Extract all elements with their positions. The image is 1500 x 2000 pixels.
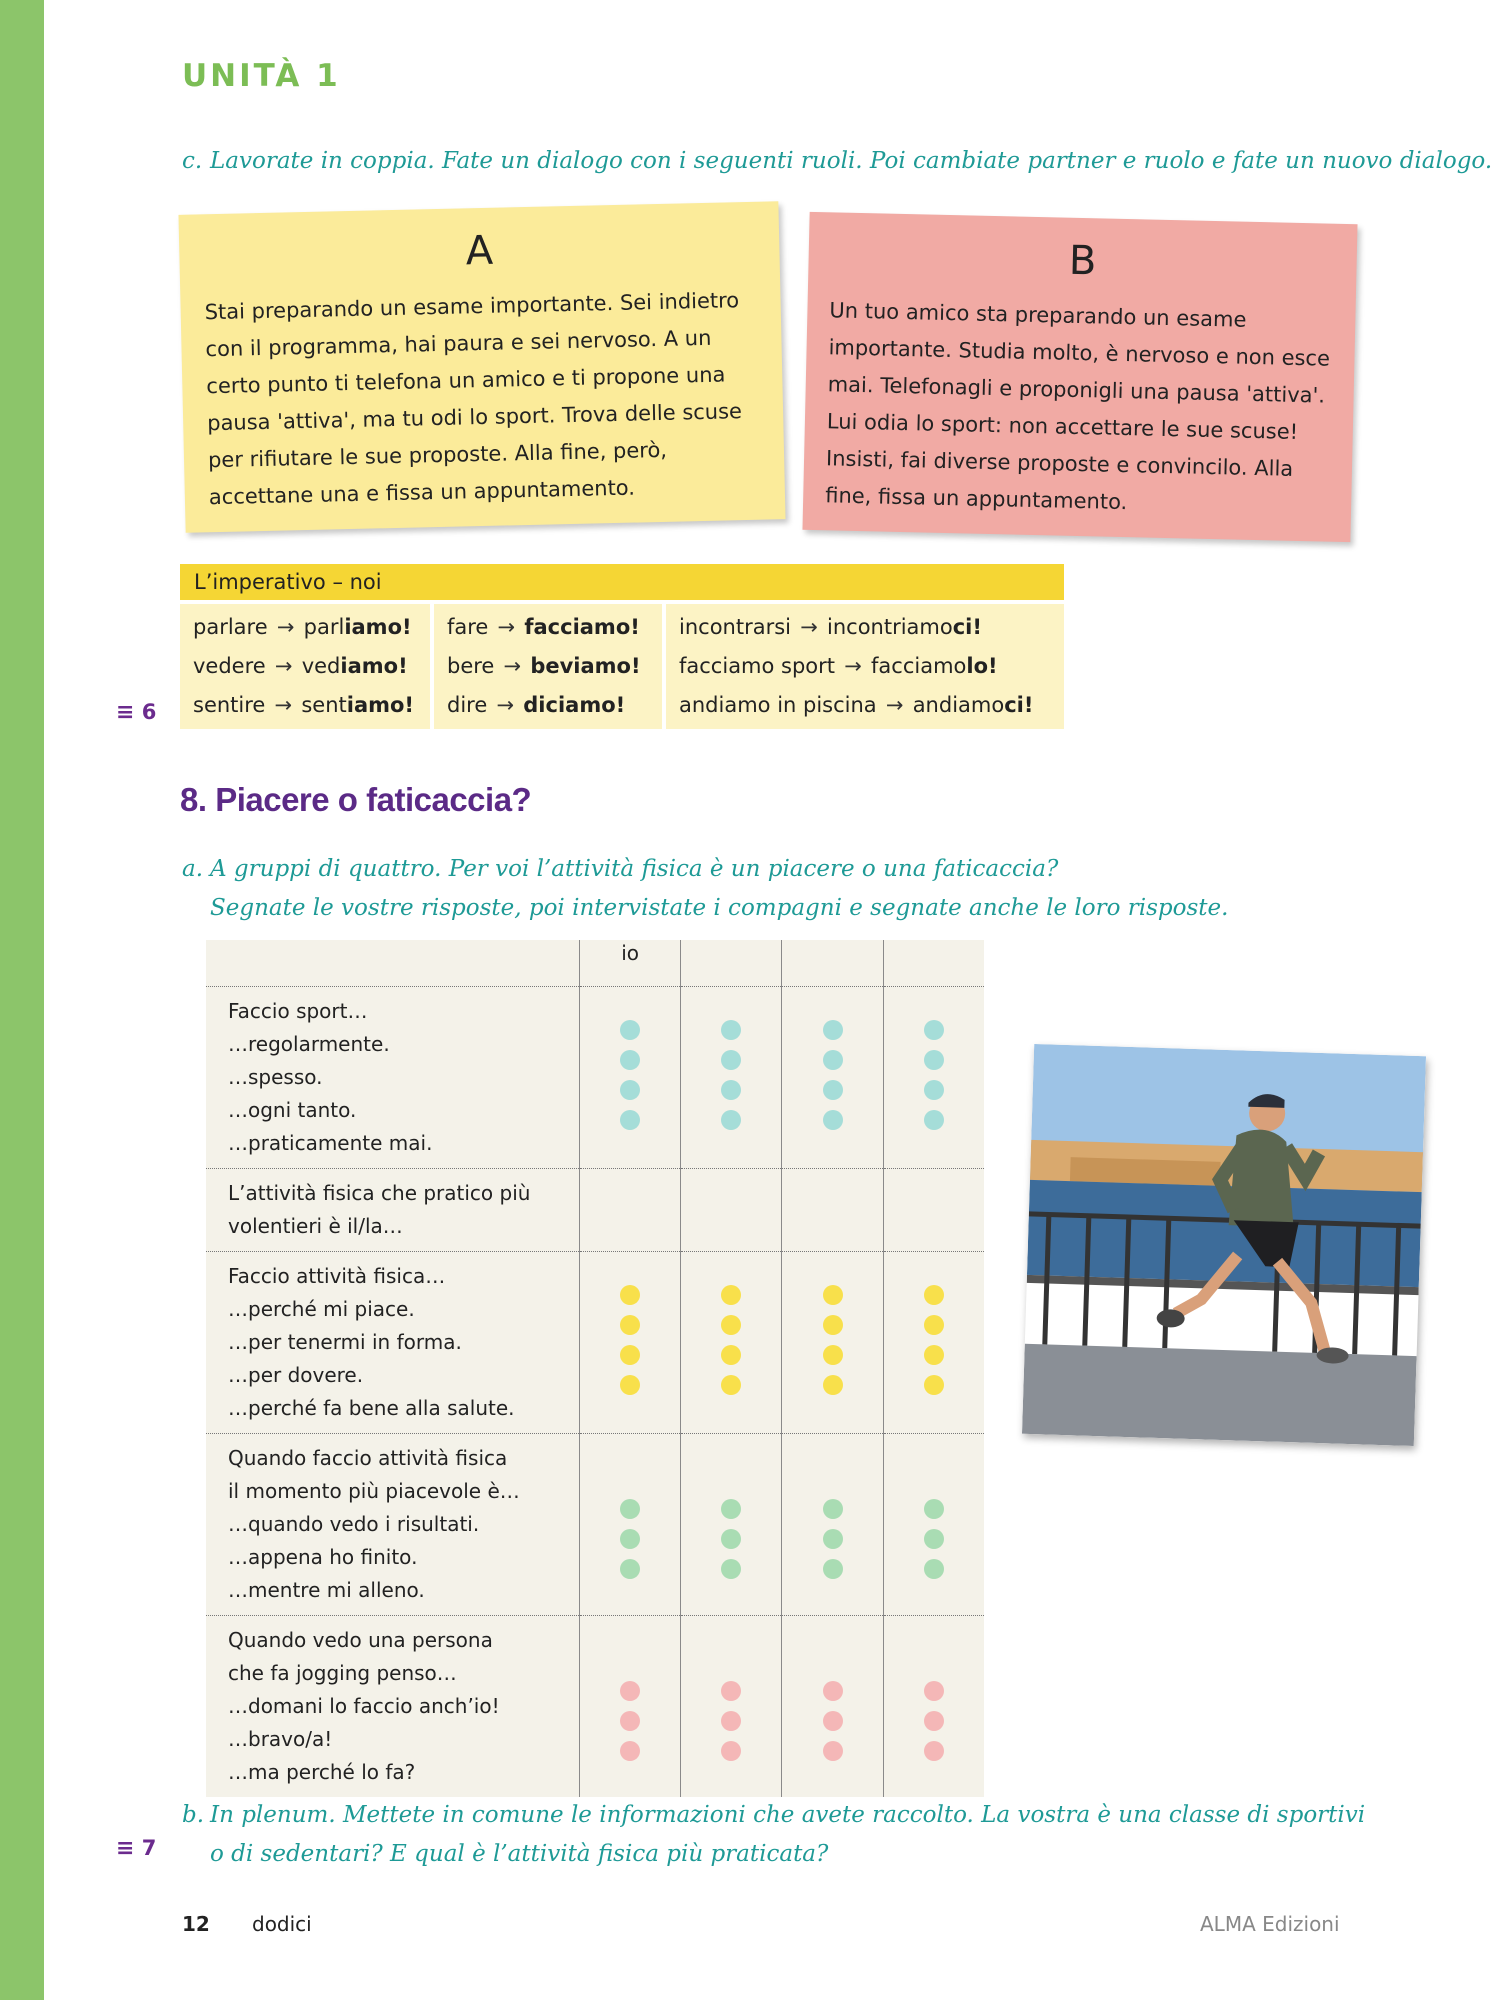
answer-dot[interactable] — [620, 1375, 640, 1395]
answer-cell — [782, 1616, 883, 1798]
grammar-row — [180, 608, 430, 647]
answer-dot[interactable] — [924, 1681, 944, 1701]
grammar-column — [666, 604, 1064, 729]
answer-dot[interactable] — [823, 1315, 843, 1335]
answer-dot[interactable] — [823, 1020, 843, 1040]
survey-header-row — [206, 940, 984, 987]
answer-dot[interactable] — [620, 1285, 640, 1305]
answer-dot[interactable] — [924, 1020, 944, 1040]
answer-dot[interactable] — [721, 1345, 741, 1365]
answer-cell — [883, 1434, 984, 1616]
grammar-row — [666, 647, 1064, 686]
answer-dot[interactable] — [620, 1345, 640, 1365]
role-line: con il programma, hai paura e sei nervoso. A un — [205, 325, 712, 362]
answer-dot[interactable] — [823, 1050, 843, 1070]
instruction-text: In plenum. Mettete in comune le informazioni che avete raccolto. La vostra è una classe di sportivi — [210, 1802, 1366, 1828]
grammar-column — [434, 604, 662, 729]
stem: andiamo — [912, 693, 1005, 717]
answer-dot[interactable] — [924, 1559, 944, 1579]
answer-cell — [681, 1616, 782, 1798]
grammar-row — [434, 647, 662, 686]
answer-dot[interactable] — [620, 1529, 640, 1549]
answer-dot[interactable] — [823, 1345, 843, 1365]
ending: ci! — [1004, 693, 1034, 717]
instruction-letter: c. — [182, 148, 203, 174]
answer-dot[interactable] — [721, 1559, 741, 1579]
answer-dot[interactable] — [620, 1741, 640, 1761]
answer-cell — [782, 987, 883, 1169]
ending: iamo! — [344, 615, 412, 639]
answer-cell — [579, 1616, 680, 1798]
role-line: fine, fissa un appuntamento. — [824, 483, 1128, 515]
role-line: mai. Telefonagli e proponigli una pausa 'attiva'. — [827, 372, 1326, 408]
arrow-icon: → — [844, 654, 862, 678]
option: …perché mi piace. — [228, 1297, 415, 1321]
question-head: volentieri è il/la… — [228, 1214, 403, 1238]
role-line: per rifiutare le sue proposte. Alla fine, però, — [207, 437, 668, 473]
role-line: pausa 'attiva', ma tu odi lo sport. Trova delle scuse — [206, 399, 743, 436]
option: …spesso. — [228, 1065, 323, 1089]
grammar-title: L’imperativo – noi — [180, 564, 1064, 600]
exercise-reference-6 — [116, 700, 156, 725]
answer-dot[interactable] — [823, 1529, 843, 1549]
infinitive: fare — [447, 615, 489, 639]
answer-cell — [579, 1434, 680, 1616]
infinitive: incontrarsi — [679, 615, 791, 639]
question-head: L’attività fisica che pratico più — [228, 1181, 531, 1205]
answer-dot[interactable] — [620, 1020, 640, 1040]
arrow-icon: → — [885, 693, 904, 717]
survey-row — [206, 987, 984, 1169]
exercise-number: 6 — [141, 700, 157, 724]
option: …quando vedo i risultati. — [228, 1512, 480, 1536]
question-head: Quando faccio attività fisica — [228, 1446, 508, 1470]
answer-cell — [579, 1252, 680, 1434]
survey-row — [206, 1616, 984, 1798]
instruction-text: o di sedentari? E qual è l’attività fisica più praticata? — [210, 1841, 829, 1867]
page-number: 12 — [182, 1912, 210, 1936]
answer-dot[interactable] — [721, 1681, 741, 1701]
stem: ved — [301, 654, 341, 678]
answer-cell — [681, 987, 782, 1169]
exercise-reference-7 — [116, 1836, 156, 1861]
question-head: Quando vedo una persona — [228, 1628, 493, 1652]
question-cell — [206, 987, 579, 1169]
question-cell — [206, 1169, 579, 1252]
answer-cell — [579, 1169, 680, 1252]
grammar-row — [180, 686, 430, 725]
ending: iamo! — [340, 654, 408, 678]
answer-dot[interactable] — [721, 1711, 741, 1731]
option: …appena ho finito. — [228, 1545, 418, 1569]
answer-dot[interactable] — [924, 1345, 944, 1365]
answer-dot[interactable] — [924, 1711, 944, 1731]
answer-cell — [782, 1252, 883, 1434]
exercise-list-icon: ≡ — [116, 1836, 135, 1861]
question-head: Faccio attività fisica… — [228, 1264, 446, 1288]
instruction-letter: a. — [182, 856, 204, 882]
answer-dot[interactable] — [924, 1375, 944, 1395]
jogger-photo — [1022, 1044, 1426, 1446]
stem: parl — [303, 615, 345, 639]
grammar-row — [434, 686, 662, 725]
answer-dot[interactable] — [924, 1050, 944, 1070]
unit-title: UNITÀ 1 — [182, 58, 341, 94]
answer-dot[interactable] — [721, 1050, 741, 1070]
ending: beviamo! — [530, 654, 641, 678]
ending: diciamo! — [523, 693, 626, 717]
grammar-row — [666, 686, 1064, 725]
option: …per dovere. — [228, 1363, 364, 1387]
arrow-icon: → — [497, 615, 516, 639]
question-cell — [206, 1434, 579, 1616]
page-word: dodici — [252, 1912, 312, 1936]
answer-dot[interactable] — [620, 1559, 640, 1579]
stem: facciamo — [871, 654, 967, 678]
answer-dot[interactable] — [620, 1315, 640, 1335]
answer-cell — [782, 1169, 883, 1252]
infinitive: andiamo in piscina — [679, 693, 877, 717]
question-cell — [206, 1252, 579, 1434]
role-card-a — [178, 201, 785, 533]
answer-dot[interactable] — [924, 1080, 944, 1100]
grammar-box — [180, 564, 1064, 729]
question-cell — [206, 1616, 579, 1798]
bridge — [1070, 1157, 1221, 1186]
role-line: Stai preparando un esame importante. Sei indietro — [204, 288, 740, 325]
ending: facciamo! — [524, 615, 640, 639]
answer-cell — [883, 1252, 984, 1434]
option: …per tenermi in forma. — [228, 1330, 462, 1354]
answer-dot[interactable] — [823, 1741, 843, 1761]
infinitive: facciamo sport — [679, 654, 836, 678]
answer-dot[interactable] — [620, 1110, 640, 1130]
arrow-icon: → — [496, 693, 515, 717]
stem: sent — [301, 693, 347, 717]
option: …domani lo faccio anch’io! — [228, 1694, 500, 1718]
header-io: io — [579, 940, 680, 987]
answer-dot[interactable] — [721, 1529, 741, 1549]
answer-dot[interactable] — [924, 1529, 944, 1549]
answer-cell — [681, 1252, 782, 1434]
instruction-letter: b. — [182, 1802, 205, 1828]
infinitive: dire — [447, 693, 488, 717]
answer-dot[interactable] — [620, 1711, 640, 1731]
answer-cell — [681, 1434, 782, 1616]
grammar-row — [180, 647, 430, 686]
infinitive: bere — [447, 654, 495, 678]
grammar-column — [180, 604, 430, 729]
option: …bravo/a! — [228, 1727, 333, 1751]
section-title: 8. Piacere o faticaccia? — [180, 781, 532, 818]
answer-dot[interactable] — [823, 1499, 843, 1519]
role-text — [204, 282, 761, 516]
instruction-text: Lavorate in coppia. Fate un dialogo con i seguenti ruoli. Poi cambiate partner e ruolo e fate un nuovo dialogo. — [210, 148, 1493, 174]
instruction-a — [182, 850, 1228, 928]
answer-cell — [579, 987, 680, 1169]
role-line: accettane una e fissa un appuntamento. — [208, 475, 636, 510]
answer-cell — [883, 1169, 984, 1252]
grammar-row — [434, 608, 662, 647]
answer-dot[interactable] — [620, 1050, 640, 1070]
answer-dot[interactable] — [721, 1375, 741, 1395]
answer-dot[interactable] — [924, 1741, 944, 1761]
answer-dot[interactable] — [721, 1285, 741, 1305]
pavement — [1022, 1344, 1417, 1446]
question-head: Faccio sport… — [228, 999, 368, 1023]
infinitive: vedere — [193, 654, 266, 678]
option: …ogni tanto. — [228, 1098, 357, 1122]
instruction-text: A gruppi di quattro. Per voi l’attività fisica è un piacere o una faticaccia? — [210, 856, 1059, 882]
option: …mentre mi alleno. — [228, 1578, 425, 1602]
survey-row — [206, 1434, 984, 1616]
survey-table — [206, 940, 984, 1797]
stem: incontriamo — [827, 615, 953, 639]
ending: ci! — [952, 615, 982, 639]
answer-dot[interactable] — [620, 1681, 640, 1701]
grammar-row — [666, 608, 1064, 647]
survey-row — [206, 1252, 984, 1434]
header-empty — [206, 940, 579, 987]
answer-dot[interactable] — [924, 1315, 944, 1335]
instruction-b — [182, 1796, 1365, 1874]
option: …perché fa bene alla salute. — [228, 1396, 515, 1420]
exercise-list-icon: ≡ — [116, 700, 135, 725]
answer-dot[interactable] — [823, 1080, 843, 1100]
answer-dot[interactable] — [620, 1080, 640, 1100]
ending: iamo! — [346, 693, 415, 717]
answer-dot[interactable] — [823, 1681, 843, 1701]
survey-row — [206, 1169, 984, 1252]
page-edge-strip — [0, 0, 44, 2000]
instruction-text: Segnate le vostre risposte, poi intervistate i compagni e segnate anche le loro risposte. — [210, 895, 1229, 921]
role-letter: A — [465, 227, 494, 275]
jogger-illustration — [1022, 1044, 1426, 1446]
arrow-icon: → — [274, 654, 293, 678]
arrow-icon: → — [274, 693, 293, 717]
answer-dot[interactable] — [721, 1080, 741, 1100]
answer-cell — [681, 1169, 782, 1252]
question-head: il momento più piacevole è… — [228, 1479, 520, 1503]
arrow-icon: → — [503, 654, 522, 678]
ending: lo! — [966, 654, 998, 678]
arrow-icon: → — [800, 615, 818, 639]
answer-dot[interactable] — [721, 1315, 741, 1335]
answer-dot[interactable] — [721, 1020, 741, 1040]
answer-dot[interactable] — [924, 1499, 944, 1519]
exercise-number: 7 — [141, 1836, 157, 1860]
publisher: ALMA Edizioni — [1200, 1912, 1340, 1936]
answer-dot[interactable] — [823, 1375, 843, 1395]
infinitive: parlare — [193, 615, 268, 639]
option: …regolarmente. — [228, 1032, 390, 1056]
role-letter: B — [1068, 237, 1097, 285]
header-partner — [782, 940, 883, 987]
role-line: Lui odia lo sport: non accettare le sue scuse! — [826, 409, 1299, 444]
role-line: Un tuo amico sta preparando un esame — [829, 298, 1247, 332]
answer-dot[interactable] — [721, 1110, 741, 1130]
arrow-icon: → — [276, 615, 295, 639]
answer-dot[interactable] — [721, 1499, 741, 1519]
answer-dot[interactable] — [823, 1110, 843, 1130]
header-partner — [681, 940, 782, 987]
question-head: che fa jogging penso… — [228, 1661, 457, 1685]
header-partner — [883, 940, 984, 987]
option: …praticamente mai. — [228, 1131, 433, 1155]
role-line: certo punto ti telefona un amico e ti propone una — [206, 362, 726, 399]
answer-cell — [883, 987, 984, 1169]
infinitive: sentire — [193, 693, 266, 717]
answer-dot[interactable] — [924, 1110, 944, 1130]
answer-dot[interactable] — [823, 1559, 843, 1579]
answer-dot[interactable] — [620, 1499, 640, 1519]
answer-cell — [782, 1434, 883, 1616]
role-line: Insisti, fai diverse proposte e convincilo. Alla — [825, 446, 1294, 481]
answer-dot[interactable] — [823, 1711, 843, 1731]
option: …ma perché lo fa? — [228, 1760, 416, 1784]
answer-cell — [883, 1616, 984, 1798]
answer-dot[interactable] — [823, 1285, 843, 1305]
role-line: importante. Studia molto, è nervoso e non esce — [828, 335, 1331, 371]
role-text — [825, 292, 1334, 525]
role-card-b — [802, 212, 1357, 542]
answer-dot[interactable] — [924, 1285, 944, 1305]
instruction-c — [182, 142, 1492, 181]
answer-dot[interactable] — [721, 1741, 741, 1761]
